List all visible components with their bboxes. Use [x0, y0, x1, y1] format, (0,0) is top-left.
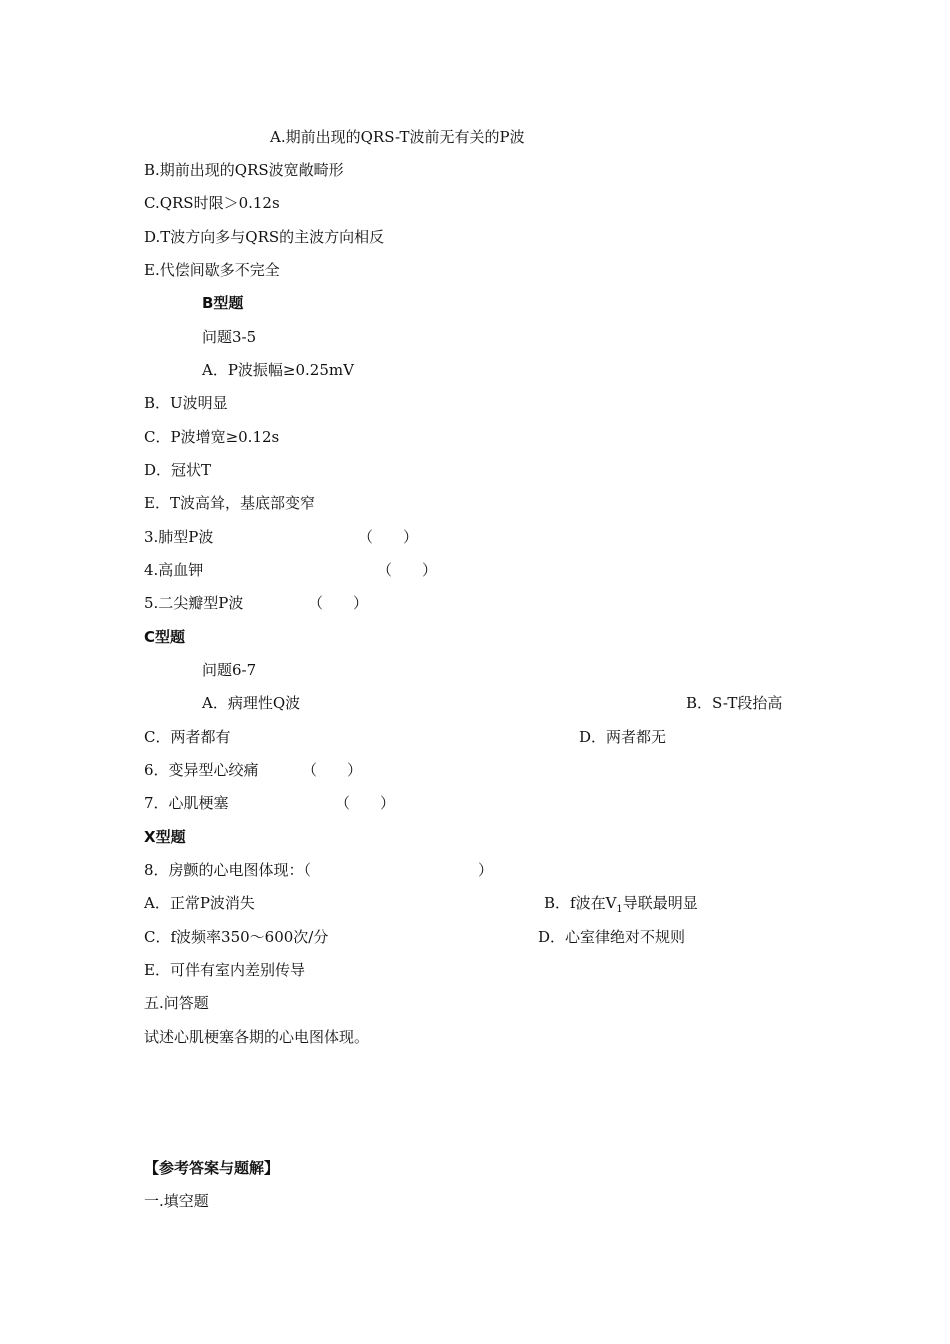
c-option-b: B．S-T段抬高	[686, 694, 783, 712]
section-5-heading: 五.问答题	[144, 994, 209, 1012]
question-7: 7．心肌梗塞	[144, 794, 229, 812]
answers-heading: 【参考答案与题解】	[144, 1159, 280, 1177]
answers-sub-heading: 一.填空题	[144, 1192, 209, 1210]
question-5-blank: （ ）	[308, 594, 369, 612]
question-7-blank: （ ）	[335, 794, 396, 812]
b-option-a: A．P波振幅≥0.25mV	[202, 361, 354, 379]
x-type-heading: X型题	[144, 828, 186, 846]
x-option-b	[544, 893, 698, 913]
q2-option-c: C.QRS时限＞0.12s	[144, 194, 280, 212]
question-8: 8．房颤的心电图体现：（	[144, 861, 312, 879]
x-option-a: A．正常P波消失	[144, 894, 255, 912]
b-option-e: E．T波高耸，基底部变窄	[144, 494, 315, 512]
c-option-a: A．病理性Q波	[202, 694, 301, 712]
question-3: 3.肺型P波	[144, 528, 214, 546]
x-option-b-subscript: 1	[616, 904, 623, 915]
c-option-c: C．两者都有	[144, 728, 231, 746]
b-option-c: C．P波增宽≥0.12s	[144, 428, 280, 446]
section-5-question: 试述心肌梗塞各期的心电图体现。	[144, 1028, 370, 1046]
q2-option-d: D.T波方向多与QRS的主波方向相反	[144, 228, 385, 246]
q2-option-a: A.期前出现的QRS-T波前无有关的P波	[270, 128, 525, 146]
x-option-c: C．f波频率350～600次/分	[144, 928, 329, 946]
question-8-close: ）	[478, 861, 494, 879]
c-option-d: D．两者都无	[579, 728, 667, 746]
b-type-heading: B型题	[202, 294, 244, 312]
c-type-group-label: 问题6-7	[202, 661, 257, 679]
c-type-heading: C型题	[144, 628, 186, 646]
x-option-b-text: B．f波在V	[544, 894, 617, 912]
question-6: 6．变异型心绞痛	[144, 761, 259, 779]
b-type-group-label: 问题3-5	[202, 328, 257, 346]
q2-option-b: B.期前出现的QRS波宽敞畸形	[144, 161, 344, 179]
question-4: 4.高血钾	[144, 561, 204, 579]
q2-option-e: E.代偿间歇多不完全	[144, 261, 280, 279]
b-option-b: B．U波明显	[144, 394, 228, 412]
b-option-d: D．冠状T	[144, 461, 212, 479]
x-option-e: E．可伴有室内差别传导	[144, 961, 305, 979]
question-4-blank: （ ）	[377, 561, 438, 579]
x-option-d: D．心室律绝对不规则	[538, 928, 686, 946]
question-3-blank: （ ）	[358, 528, 419, 546]
question-6-blank: （ ）	[302, 761, 363, 779]
question-5: 5.二尖瓣型P波	[144, 594, 244, 612]
x-option-b-text-rest: 导联最明显	[622, 894, 698, 912]
